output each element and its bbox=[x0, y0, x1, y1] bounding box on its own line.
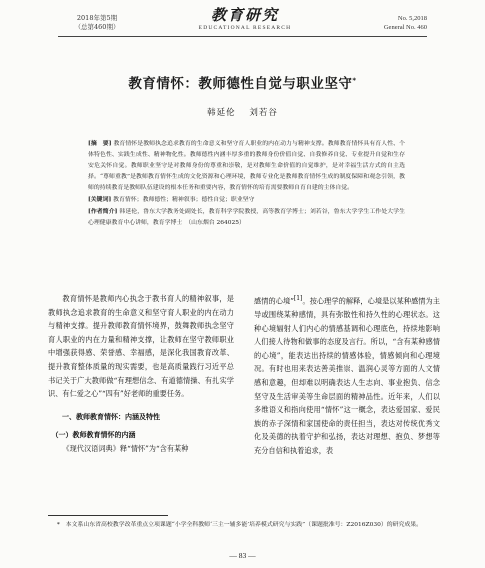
definition-paragraph-continued bbox=[254, 292, 440, 458]
keywords-paragraph bbox=[88, 194, 405, 206]
page-number: — 83 — bbox=[229, 551, 256, 560]
section-heading-1: 一、教师教育情怀：内涵及特性 bbox=[62, 412, 160, 421]
issue-total-cn: （总第460期） bbox=[74, 23, 120, 31]
keywords-text: 教育情怀；教师德性；精神叙事；德性自觉；职业坚守 bbox=[113, 197, 255, 203]
article-title bbox=[40, 72, 445, 92]
issue-number-cn: 2018年第5期 bbox=[76, 14, 118, 22]
header-journal-masthead bbox=[190, 7, 300, 32]
author-info-paragraph bbox=[88, 206, 405, 229]
header-issue-cn bbox=[62, 14, 132, 32]
abstract-paragraph bbox=[88, 138, 405, 194]
right-text-b: 。按心理学的解释，心境是以某种感情为主导或围绕某种感情，具有弥散性和持久性的心理状态。这种心境辐射人们内心的情感基调和心理底色，持续地影响人们接人待物和做事的态度及言行。所以，“含有某种感情的心境”，能表达出持续的情感体验，情感倾向和心理境况。有时也用来表达善美推崇、温润心灵等方面的人文情感和意趣，但却难以明确表达人生志向、事业抱负、信念坚守及生活审美等生命层面的精神品性。近年来，人们以多维语义和指向使用“情怀”这一概念，表达爱国家、爱民族的赤子深情和家国使命的责任担当，表达对传统优秀文化及美德的执着守护和弘扬，表达对理想、抱负、梦想等充分自信和执着追求，表 bbox=[254, 296, 440, 455]
abstract-block bbox=[88, 138, 405, 229]
header-divider bbox=[58, 36, 427, 37]
abstract-text: 教育情怀是教师执念追求教育的生命意义和坚守育人职业的内在动力与精神支撑。教师教育情怀具有育人性、个体特色性、实践生成性、精神物化性。教师德性内涵丰厚多重的教师身份价值自觉、自我修养自觉、专业提升自觉和生存安危关怀自觉。教师职业坚守是对教师身份的尊重和崇敬，是对教师生命价值的自觉维护，是对幸福生活方式的自主选择。“尊师重教”是教师教育情怀生成的文化资源和心理环境，教师专业化是教师教育情怀生成的制度保障和观念引领，教师的持续教育是教师队伍建设的根本任务和重要内容，教育情怀的培育需要教师自育自建的主体自觉。 bbox=[88, 141, 406, 191]
header-issue-en bbox=[347, 14, 427, 32]
issue-total-en: General No. 460 bbox=[383, 24, 427, 31]
journal-logo: 教育研究 bbox=[210, 6, 279, 24]
issue-number-en: No. 5,2018 bbox=[397, 15, 427, 22]
author-info-label: [作者简介] bbox=[88, 208, 118, 215]
abstract-label: [摘 要] bbox=[88, 140, 112, 147]
footnote-text: * 本文系山东省高校教学改革重点立项课题“小学全科教师‘三主一辅多能’培养模式研究与实践”（课题批准号：Z2016Z030）的研究成果。 bbox=[56, 522, 423, 528]
article-title-text: 教育情怀：教师德性自觉与职业坚守 bbox=[128, 76, 353, 92]
citation-ref-1: [1] bbox=[293, 295, 303, 302]
body-column-right bbox=[254, 292, 440, 458]
subsection-heading-1: （一）教师教育情怀的内涵 bbox=[51, 430, 136, 440]
author-info-text: 韩延伦，鲁东大学教务处副处长，教育科学学院教授，高等教育学博士；刘若谷，鲁东大学学生工作处大学生心理健康教育中心讲师，教育学博士 （山东烟台 264025） bbox=[88, 209, 406, 226]
keywords-label: [关键词] bbox=[88, 196, 112, 203]
article-authors: 韩延伦 刘若谷 bbox=[207, 108, 278, 118]
body-column-left bbox=[48, 292, 234, 456]
journal-name-en: EDUCATIONAL RESEARCH bbox=[198, 25, 292, 31]
right-text-a: 感情的心境” bbox=[254, 296, 294, 306]
footnote-divider bbox=[48, 515, 168, 516]
footnote bbox=[48, 520, 442, 530]
definition-paragraph-start: 《现代汉语词典》释“情怀”为“含有某种 bbox=[62, 443, 189, 453]
intro-paragraph: 教育情怀是教师内心执念于教书育人的精神叙事，是教师执念追求教育的生命意义和坚守育人职业的内在动力与精神支撑。提升教师教育情怀境界，鼓舞教师执念坚守育人职业的内在力量和精神支撑，让教师在坚守教师职业中增强获得感、荣誉感、幸福感，是深化我国教育改革、提升教育整体质量的现实需要，也是高质量践行习近平总书记关于广大教师做“有理想信念、有道德情操、有扎实学识、有仁爱之心”“四有”好老师的重要任务。 bbox=[48, 294, 234, 399]
title-footnote-mark: * bbox=[352, 76, 357, 85]
